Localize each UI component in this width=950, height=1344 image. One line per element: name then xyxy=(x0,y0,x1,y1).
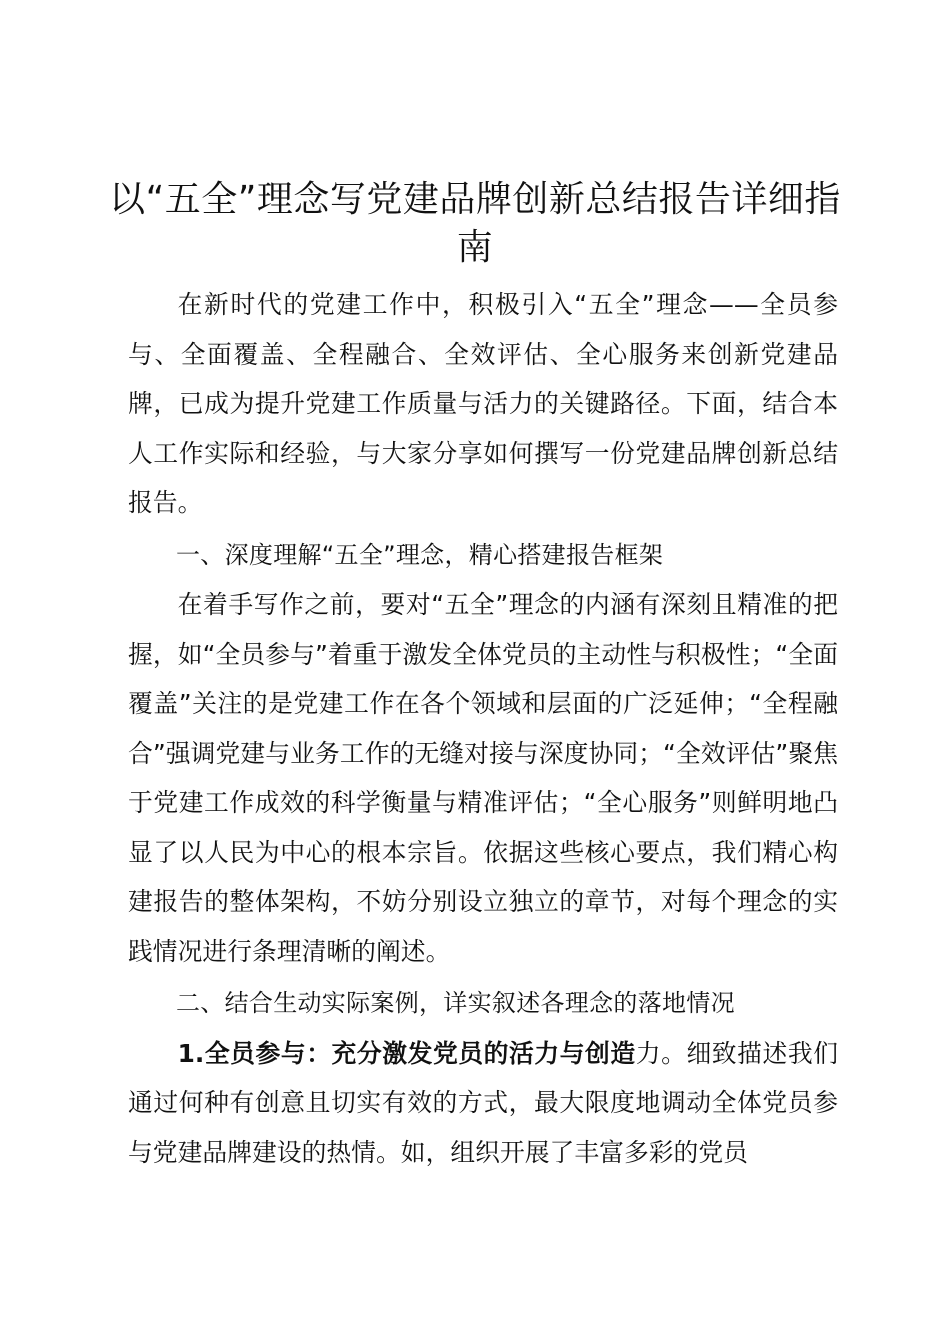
section-1-paragraph: 在着手写作之前，要对“五全”理念的内涵有深刻且精准的把握，如“全员参与”着重于激发全体党员的主动性与积极性；“全面覆盖”关注的是党建工作在各个领域和层面的广泛延伸；“全程融合”强调党建与业务工作的无缝对接与深度协同；“全效评估”聚焦于党建工作成效的科学衡量与精准评估；“全心服务”则鲜明地凸显了以人民为中心的根本宗旨。依据这些核心要点，我们精心构建报告的整体架构，不妨分别设立独立的章节，对每个理念的实践情况进行条理清晰的阐述。 xyxy=(128,590,838,966)
document-body xyxy=(128,280,838,1177)
item-1-text: 力。细致描述我们通过何种有创意且切实有效的方式，最大限度地调动全体党员参与党建品牌建设的热情。如，组织开展了丰富多彩的党员 xyxy=(128,1038,838,1167)
document-title: 以“五全”理念写党建品牌创新总结报告详细指南 xyxy=(109,179,841,268)
item-1-paragraph xyxy=(128,1029,838,1178)
intro-paragraph: 在新时代的党建工作中，积极引入“五全”理念——全员参与、全面覆盖、全程融合、全效评估、全心服务来创新党建品牌，已成为提升党建工作质量与活力的关键路径。下面，结合本人工作实际和经验，与大家分享如何撰写一份党建品牌创新总结报告。 xyxy=(128,290,838,517)
section-2-heading: 二、结合生动实际案例，详实叙述各理念的落地情况 xyxy=(176,989,735,1017)
item-1-lead: 1.全员参与：充分激发党员的活力与创造 xyxy=(177,1038,636,1068)
section-1-heading: 一、深度理解“五全”理念，精心搭建报告框架 xyxy=(176,540,664,569)
